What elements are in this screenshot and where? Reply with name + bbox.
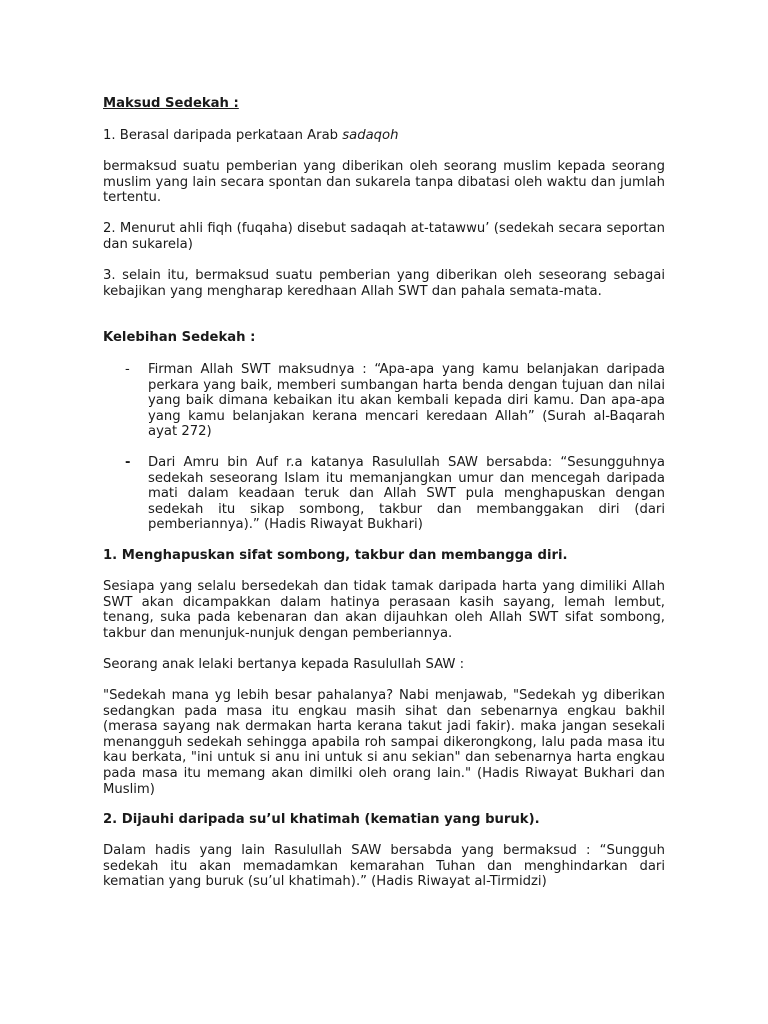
section-heading-kelebihan: Kelebihan Sedekah : [103, 330, 256, 345]
bullet-item: Firman Allah SWT maksudnya : “Apa-apa yang kamu belanjakan daripada perkara yang baik, memberi sumbangan harta benda dengan tujuan dan nilai yang baik dimana kebaikan itu akan kembali kepada diri kamu. Dan apa-apa yang kamu belanjakan kerana mencari keredaan Allah” (Surah al-Baqarah ayat 272) [148, 362, 665, 440]
section-heading-1: 1. Menghapuskan sifat sombong, takbur dan membangga diri. [103, 548, 568, 563]
paragraph-meaning: 3. selain itu, bermaksud suatu pemberian yang diberikan oleh seseorang sebagai kebajikan yang mengharap keredhaan Allah SWT dan pahala semata-mata. [103, 268, 665, 299]
bullet-item: Dari Amru bin Auf r.a katanya Rasulullah SAW bersabda: “Sesungguhnya sedekah seseorang Islam itu memanjangkan umur dan mencegah daripada mati dalam keadaan teruk dan Allah SWT pula menghapuskan dengan sedekah itu sikap sombong, takbur dan membanggakan diri (dari pemberiannya).” (Hadis Riwayat Bukhari) [148, 455, 665, 533]
paragraph-fiqh: 2. Menurut ahli fiqh (fuqaha) disebut sadaqah at-tatawwu’ (sedekah secara seportan dan sukarela) [103, 221, 665, 252]
paragraph-origin-text: 1. Berasal daripada perkataan Arab [103, 128, 343, 143]
bullet-marker: - [125, 362, 130, 377]
paragraph-question: Seorang anak lelaki bertanya kepada Rasulullah SAW : [103, 657, 465, 672]
paragraph-hadith-quote: "Sedekah mana yg lebih besar pahalanya? Nabi menjawab, "Sedekah yg diberikan sedangkan pada masa itu engkau masih sihat dan sebenarnya engkau bakhil (merasa sayang nak dermakan harta kerana takut jadi fakir). maka jangan sesekali menangguh sedekah sehingga apabila roh sampai dikerongkong, lalu pada masa itu kau berkata, "ini untuk si anu ini untuk si anu sekian" dan sebenarnya harta engkau pada masa itu memang akan dimilki oleh orang lain." (Hadis Riwayat Bukhari dan Muslim) [103, 688, 665, 797]
paragraph-tirmidzi: Dalam hadis yang lain Rasulullah SAW bersabda yang bermaksud : “Sungguh sedekah itu akan memadamkan kemarahan Tuhan dan menghindarkan dari kematian yang buruk (su’ul khatimah).” (Hadis Riwayat al-Tirmidzi) [103, 843, 665, 890]
paragraph-definition: bermaksud suatu pemberian yang diberikan oleh seorang muslim kepada seorang muslim yang lain secara spontan dan sukarela tanpa dibatasi oleh waktu dan jumlah tertentu. [103, 159, 665, 206]
term-sadaqoh: sadaqoh [342, 128, 399, 143]
paragraph-origin [103, 128, 665, 144]
section-heading-2: 2. Dijauhi daripada su’ul khatimah (kematian yang buruk). [103, 812, 540, 827]
page-title: Maksud Sedekah : [103, 96, 239, 111]
bullet-marker: - [125, 455, 131, 470]
paragraph-sombong: Sesiapa yang selalu bersedekah dan tidak tamak daripada harta yang dimiliki Allah SWT akan dicampakkan dalam hatinya perasaan kasih sayang, lemah lembut, tenang, suka pada kebenaran dan akan dijauhkan oleh Allah SWT sifat sombong, takbur dan menunjuk-nunjuk dengan pemberiannya. [103, 579, 665, 641]
